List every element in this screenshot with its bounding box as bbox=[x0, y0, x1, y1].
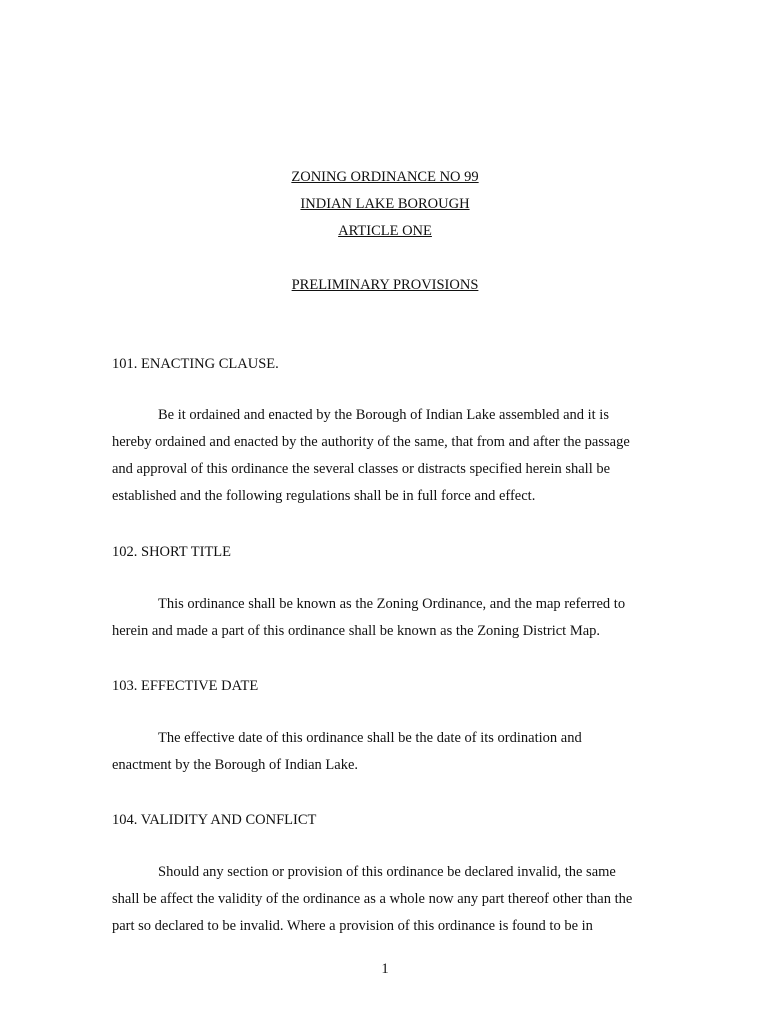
section-102-paragraph bbox=[112, 591, 672, 645]
paragraph-line: shall be affect the validity of the ordinance as a whole now any part thereof other than the bbox=[112, 891, 633, 907]
title-ordinance-number: ZONING ORDINANCE NO 99 bbox=[291, 169, 479, 185]
section-103-heading: 103. EFFECTIVE DATE bbox=[112, 678, 259, 694]
paragraph-line: This ordinance shall be known as the Zoning Ordinance, and the map referred to bbox=[158, 596, 626, 612]
title-borough: INDIAN LAKE BOROUGH bbox=[300, 196, 470, 212]
section-104-heading: 104. VALIDITY AND CONFLICT bbox=[112, 812, 317, 828]
section-102-heading: 102. SHORT TITLE bbox=[112, 544, 232, 560]
paragraph-line: Should any section or provision of this ordinance be declared invalid, the same bbox=[158, 864, 616, 880]
title-article: ARTICLE ONE bbox=[338, 223, 432, 239]
section-101-heading: 101. ENACTING CLAUSE. bbox=[112, 356, 279, 372]
section-103-paragraph bbox=[112, 725, 672, 779]
paragraph-line: hereby ordained and enacted by the authority of the same, that from and after the passage bbox=[112, 434, 630, 450]
paragraph-line: and approval of this ordinance the several classes or distracts specified herein shall be bbox=[112, 461, 611, 477]
section-101-paragraph bbox=[112, 402, 672, 510]
paragraph-line: herein and made a part of this ordinance shall be known as the Zoning District Map. bbox=[112, 623, 601, 639]
paragraph-line: Be it ordained and enacted by the Borough of Indian Lake assembled and it is bbox=[158, 407, 609, 423]
paragraph-line: part so declared to be invalid. Where a provision of this ordinance is found to be in bbox=[112, 918, 593, 934]
paragraph-line: enactment by the Borough of Indian Lake. bbox=[112, 757, 359, 773]
section-104-paragraph bbox=[112, 859, 672, 940]
title-preliminary-provisions: PRELIMINARY PROVISIONS bbox=[291, 277, 479, 293]
paragraph-line: established and the following regulations shall be in full force and effect. bbox=[112, 488, 536, 504]
paragraph-line: The effective date of this ordinance shall be the date of its ordination and bbox=[158, 730, 582, 746]
page-number: 1 bbox=[381, 961, 389, 977]
